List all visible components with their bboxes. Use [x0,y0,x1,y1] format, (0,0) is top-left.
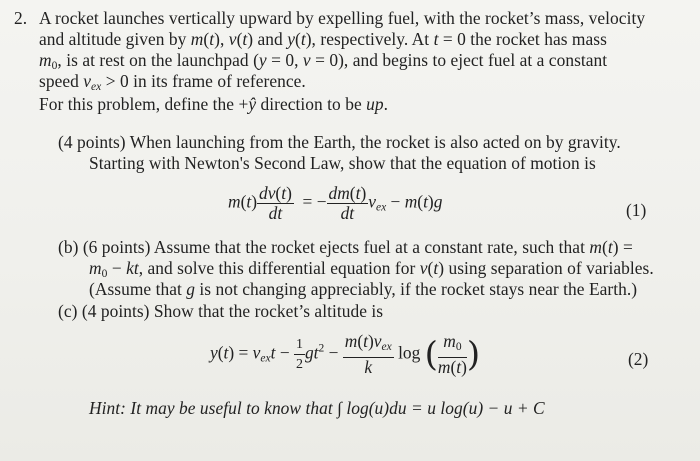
part-b-line-2: $m_0$ − kt, and solve this differential equation for v(t) using separation of variables. [89,258,654,280]
direction-note: For this problem, define the +ŷ direction to be up. [39,94,389,114]
part-c-line-1: (c) (4 points) Show that the rocket’s altitude is [58,301,384,321]
intro-line-2: and altitude given by m(t), v(t) and y(t), respectively. At t = 0 the rocket has mass [39,29,607,49]
equation-1: m(t) $\frac{dv(t)}{dt}$ = − $\frac{dm(t)}{dt}$ $v_{ex} - m(t)g$ [228,183,443,223]
intro-line-4: speed $v_{ex} > 0$ in its frame of reference. [39,71,306,93]
intro-line-3: $m_0$, is at rest on the launchpad (y = 0, v = 0), and begins to eject fuel at a constant [39,50,608,72]
part-b-line-1: (b) (6 points) Assume that the rocket ejects fuel at a constant rate, such that m(t) = [58,237,633,257]
part-b-line-3: (Assume that g is not changing appreciably, if the rocket stays near the Earth.) [89,279,638,299]
part-a-line-1: (4 points) When launching from the Earth, the rocket is also acted on by gravity. [58,132,621,152]
equation-2: $y(t) = v_{ex}t$ − $\frac{1}{2}$ $gt^2$ − $\frac{m(t)v_{ex}}{k}$ log ( $\frac{m_0}{m(t)}$ ) [210,331,481,377]
equation-2-number: (2) [628,349,649,369]
problem-number: 2. [14,8,28,28]
intro-line-1: A rocket launches vertically upward by expelling fuel, with the rocket’s mass, velocity [39,8,646,28]
equation-1-number: (1) [626,200,647,220]
hint-text: Hint: It may be useful to know that ∫ log(u)du = u log(u) − u + C [89,398,545,418]
part-a-line-2: Starting with Newton's Second Law, show that the equation of motion is [89,153,596,173]
